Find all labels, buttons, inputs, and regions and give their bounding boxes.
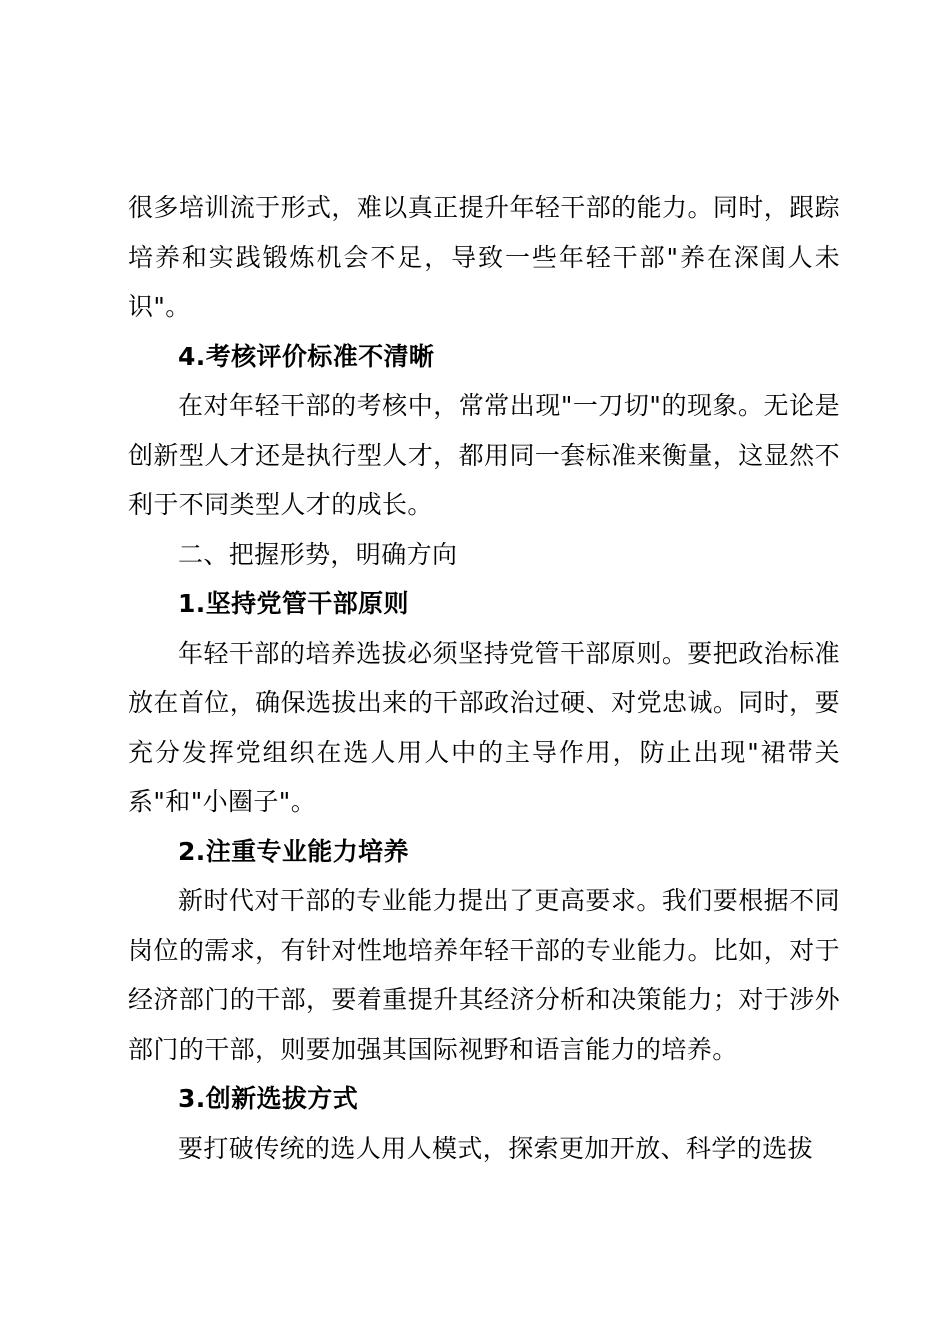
paragraph-professional-ability: 新时代对干部的专业能力提出了更高要求。我们要根据不同岗位的需求，有针对性地培养年轻干部的专业能力。比如，对于经济部门的干部，要着重提升其经济分析和决策能力；对于涉外部门的干部，则要加强其国际视野和语言能力的培养。	[128, 886, 840, 1064]
paragraph-training-issues: 很多培训流于形式，难以真正提升年轻干部的能力。同时，跟踪培养和实践锻炼机会不足，导致一些年轻干部"养在深闺人未识"。	[128, 193, 840, 321]
document-page	[128, 183, 840, 1173]
heading-party-principle: 1.坚持党管干部原则	[178, 589, 409, 618]
paragraph-party-principle: 年轻干部的培养选拔必须坚持党管干部原则。要把政治标准放在首位，确保选拔出来的干部政治过硬、对党忠诚。同时，要充分发挥党组织在选人用人中的主导作用，防止出现"裙带关系"和"小圈子"。	[128, 638, 840, 816]
heading-professional-ability: 2.注重专业能力培养	[178, 836, 409, 866]
section-heading-two: 二、把握形势，明确方向	[178, 539, 458, 569]
heading-evaluation-standards: 4.考核评价标准不清晰	[178, 341, 435, 371]
paragraph-selection-methods: 要打破传统的选人用人模式，探索更加开放、科学的选拔	[178, 1133, 814, 1163]
paragraph-evaluation: 在对年轻干部的考核中，常常出现"一刀切"的现象。无论是创新型人才还是执行型人才，都用同一套标准来衡量，这显然不利于不同类型人才的成长。	[128, 391, 840, 519]
heading-selection-methods: 3.创新选拔方式	[178, 1084, 359, 1113]
